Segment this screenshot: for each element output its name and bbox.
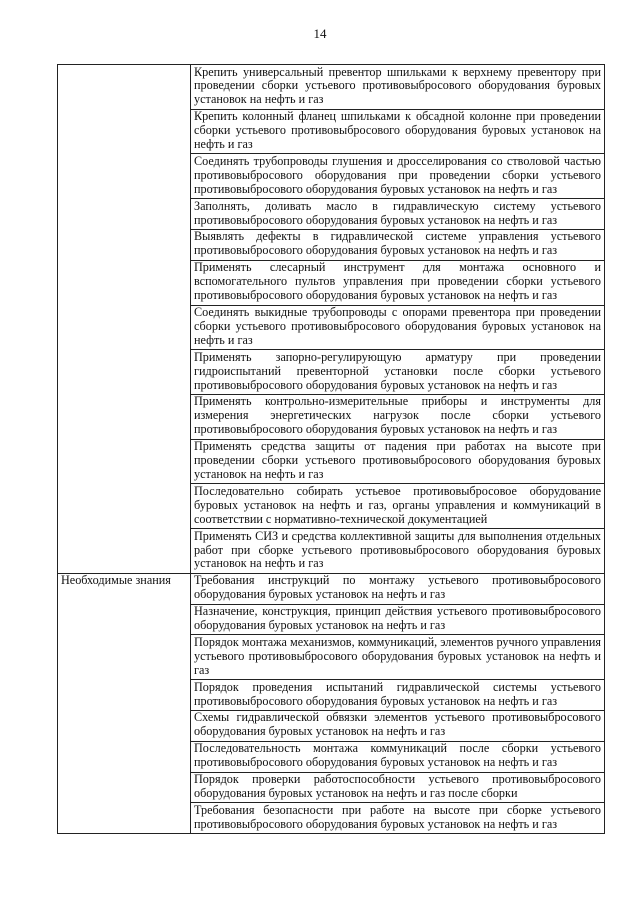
requirement-text: Заполнять, доливать масло в гидравлическую систему устьевого противовыбросового оборудования буровых установок на нефть и газ bbox=[191, 199, 605, 230]
requirement-text: Применять контрольно-измерительные приборы и инструменты для измерения энергетических нагрузок после сборки устьевого противовыбросового оборудования буровых установок на нефть и газ bbox=[191, 394, 605, 439]
requirement-text: Соединять трубопроводы глушения и дросселирования со стволовой частью противовыбросового оборудования при проведении сборки устьевого противовыбросового оборудования буровых установок на нефть и газ bbox=[191, 154, 605, 199]
requirements-table bbox=[57, 64, 605, 834]
section-label: Необходимые знания bbox=[58, 573, 191, 833]
requirement-text: Порядок проверки работоспособности устьевого противовыбросового оборудования буровых установок на нефть и газ после сборки bbox=[191, 772, 605, 803]
requirement-text: Требования инструкций по монтажу устьевого противовыбросового оборудования буровых установок на нефть и газ bbox=[191, 573, 605, 604]
requirement-text: Выявлять дефекты в гидравлической системе управления устьевого противовыбросового оборудования буровых установок на нефть и газ bbox=[191, 229, 605, 260]
requirement-text: Применять запорно-регулирующую арматуру при проведении гидроиспытаний превенторной установки после сборки устьевого противовыбросового оборудования буровых установок на нефть и газ bbox=[191, 350, 605, 395]
requirement-text: Соединять выкидные трубопроводы с опорами превентора при проведении сборки устьевого противовыбросового оборудования буровых установок на нефть и газ bbox=[191, 305, 605, 350]
page-number: 14 bbox=[313, 26, 327, 41]
table-row bbox=[58, 573, 605, 604]
requirement-text: Применять слесарный инструмент для монтажа основного и вспомогательного пультов управления при проведении сборки устьевого противовыбросового оборудования буровых установок на нефть и газ bbox=[191, 260, 605, 305]
requirement-text: Последовательность монтажа коммуникаций после сборки устьевого противовыбросового оборудования буровых установок на нефть и газ bbox=[191, 741, 605, 772]
requirement-text: Назначение, конструкция, принцип действия устьевого противовыбросового оборудования буровых установок на нефть и газ bbox=[191, 604, 605, 635]
requirement-text: Применять СИЗ и средства коллективной защиты для выполнения отдельных работ при сборке устьевого противовыбросового оборудования буровых установок на нефть и газ bbox=[191, 529, 605, 574]
section-label bbox=[58, 65, 191, 574]
requirement-text: Схемы гидравлической обвязки элементов устьевого противовыбросового оборудования буровых установок на нефть и газ bbox=[191, 710, 605, 741]
table-row bbox=[58, 65, 605, 110]
requirement-text: Последовательно собирать устьевое противовыбросовое оборудование буровых установок на нефть и газ, органы управления и коммуникаций в соответствии с нормативно-технической документацией bbox=[191, 484, 605, 529]
requirement-text: Требования безопасности при работе на высоте при сборке устьевого противовыбросового оборудования буровых установок на нефть и газ bbox=[191, 803, 605, 834]
requirement-text: Порядок монтажа механизмов, коммуникаций, элементов ручного управления устьевого противовыбросового оборудования буровых установок на нефть и газ bbox=[191, 635, 605, 680]
table-body bbox=[58, 65, 605, 834]
requirement-text: Применять средства защиты от падения при работах на высоте при проведении сборки устьевого противовыбросового оборудования буровых установок на нефть и газ bbox=[191, 439, 605, 484]
requirement-text: Крепить универсальный превентор шпильками к верхнему превентору при проведении сборки устьевого противовыбросового оборудования буровых установок на нефть и газ bbox=[191, 65, 605, 110]
requirement-text: Крепить колонный фланец шпильками к обсадной колонне при проведении сборки устьевого противовыбросового оборудования буровых установок на нефть и газ bbox=[191, 109, 605, 154]
requirement-text: Порядок проведения испытаний гидравлической системы устьевого противовыбросового оборудования буровых установок на нефть и газ bbox=[191, 680, 605, 711]
